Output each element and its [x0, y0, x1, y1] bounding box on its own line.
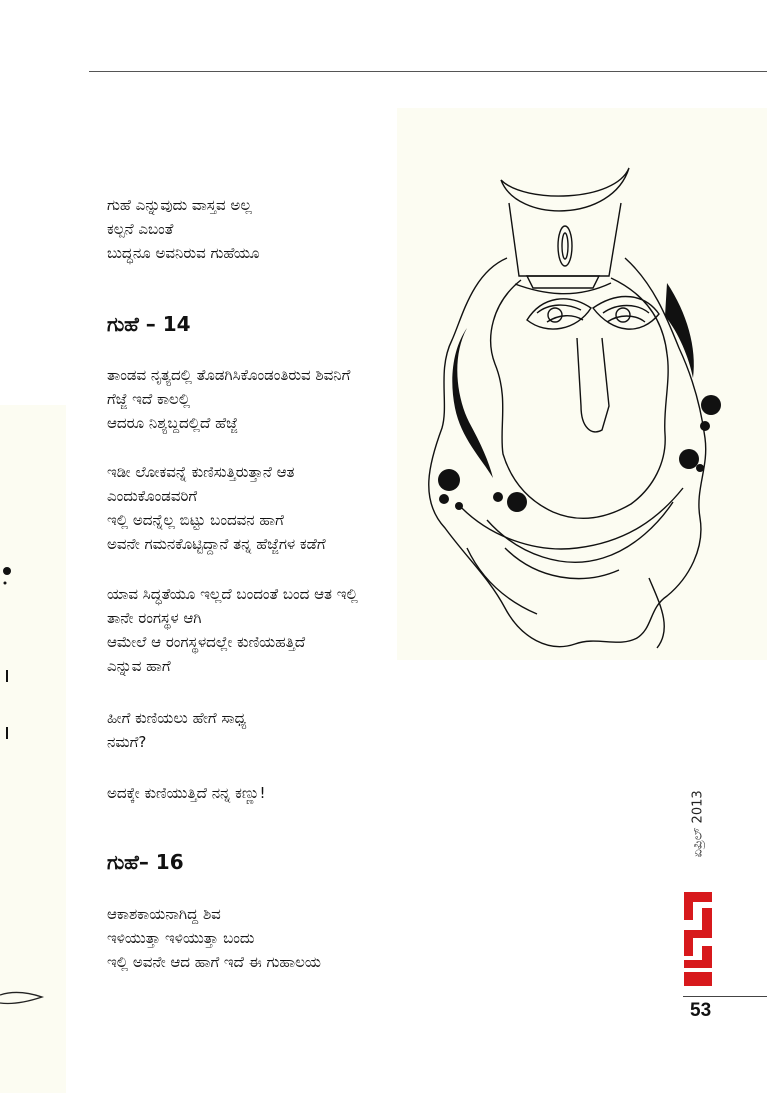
- poem-line: ಗುಹೆ ಎನ್ನುವುದು ವಾಸ್ತವ ಅಲ್ಲ: [107, 196, 252, 214]
- poem-line: ಹೀಗೆ ಕುಣಿಯಲು ಹೇಗೆ ಸಾಧ್ಯ: [107, 709, 247, 727]
- page-number: 53: [690, 1000, 712, 1021]
- poem-1: [107, 193, 260, 265]
- poem-line: ಅದಕ್ಕೇ ಕುಣಿಯುತ್ತಿದೆ ನನ್ನ ಕಣ್ಣು!: [107, 784, 266, 802]
- section-14-stanza-1: [107, 363, 350, 435]
- poem-line: ಎನ್ನುವ ಹಾಗೆ: [107, 657, 171, 675]
- poem-line: ಇಳಿಯುತ್ತಾ ಇಳಿಯುತ್ತಾ ಬಂದು: [107, 929, 255, 947]
- facing-page-ink-marks: [0, 405, 66, 1093]
- poem-line: ಆಮೇಲೆ ಆ ರಂಗಸ್ಥಳದಲ್ಲೇ ಕುಣಿಯಹತ್ತಿದೆ: [107, 633, 306, 651]
- poem-line: ಎಂದುಕೊಂಡವರಿಗೆ: [107, 487, 198, 505]
- shiva-face-illustration: [397, 108, 767, 660]
- poem-line: ಆಕಾಶಕಾಯನಾಗಿದ್ದ ಶಿವ: [107, 905, 221, 923]
- poem-line: ಇಲ್ಲಿ ಅದನ್ನೆಲ್ಲ ಬಿಟ್ಟು ಬಂದವನ ಹಾಗೆ: [107, 511, 284, 529]
- section-14-stanza-4: [107, 706, 246, 754]
- poem-line: ಇಲ್ಲಿ ಅವನೇ ಆದ ಹಾಗೆ ಇದೆ ಈ ಗುಹಾಲಯ: [107, 953, 321, 971]
- section-heading-14: ಗುಹೆ – 14: [107, 312, 191, 336]
- facing-page-strip: [0, 405, 66, 1093]
- section-heading-16: ಗುಹೆ– 16: [107, 850, 184, 874]
- magazine-logo: [680, 890, 716, 988]
- section-14-stanza-3: [107, 582, 358, 678]
- header-rule: [89, 71, 767, 72]
- poem-line: ಆದರೂ ನಿಶ್ಯಬ್ದದಲ್ಲಿದೆ ಹೆಜ್ಜೆ: [107, 414, 238, 432]
- poem-line: ತಾಂಡವ ನೃತ್ಯದಲ್ಲಿ ತೊಡಗಿಸಿಕೊಂಡಂತಿರುವ ಶಿವನಿಗೆ: [107, 366, 351, 384]
- poem-line: ತಾನೇ ರಂಗಸ್ಥಳ ಆಗಿ: [107, 609, 202, 627]
- issue-date: ಏಪ್ರಿಲ್ 2013: [690, 790, 706, 858]
- section-14-stanza-5: [107, 781, 265, 805]
- poem-line: ಗೆಜ್ಜೆ ಇದೆ ಕಾಲಲ್ಲಿ: [107, 390, 191, 408]
- poem-line: ಬುದ್ಧನೂ ಅವನಿರುವ ಗುಹೆಯೂ: [107, 244, 260, 262]
- poem-line: ಇಡೀ ಲೋಕವನ್ನೆ ಕುಣಿಸುತ್ತಿರುತ್ತಾನೆ ಆತ: [107, 463, 295, 481]
- section-16-stanza-1: [107, 902, 321, 974]
- section-14-stanza-2: [107, 460, 326, 556]
- footer-rule: [683, 996, 767, 997]
- poem-line: ಯಾವ ಸಿದ್ಧತೆಯೂ ಇಲ್ಲದೆ ಬಂದಂತೆ ಬಂದ ಆತ ಇಲ್ಲಿ: [107, 585, 358, 603]
- poem-line: ನಮಗೆ?: [107, 733, 147, 751]
- poem-line: ಕಲ್ಪನೆ ಎಬಂತೆ: [107, 220, 174, 238]
- poem-line: ಅವನೇ ಗಮನಕೊಟ್ಟಿದ್ದಾನೆ ತನ್ನ ಹೆಜ್ಜೆಗಳ ಕಡೆಗೆ: [107, 535, 326, 553]
